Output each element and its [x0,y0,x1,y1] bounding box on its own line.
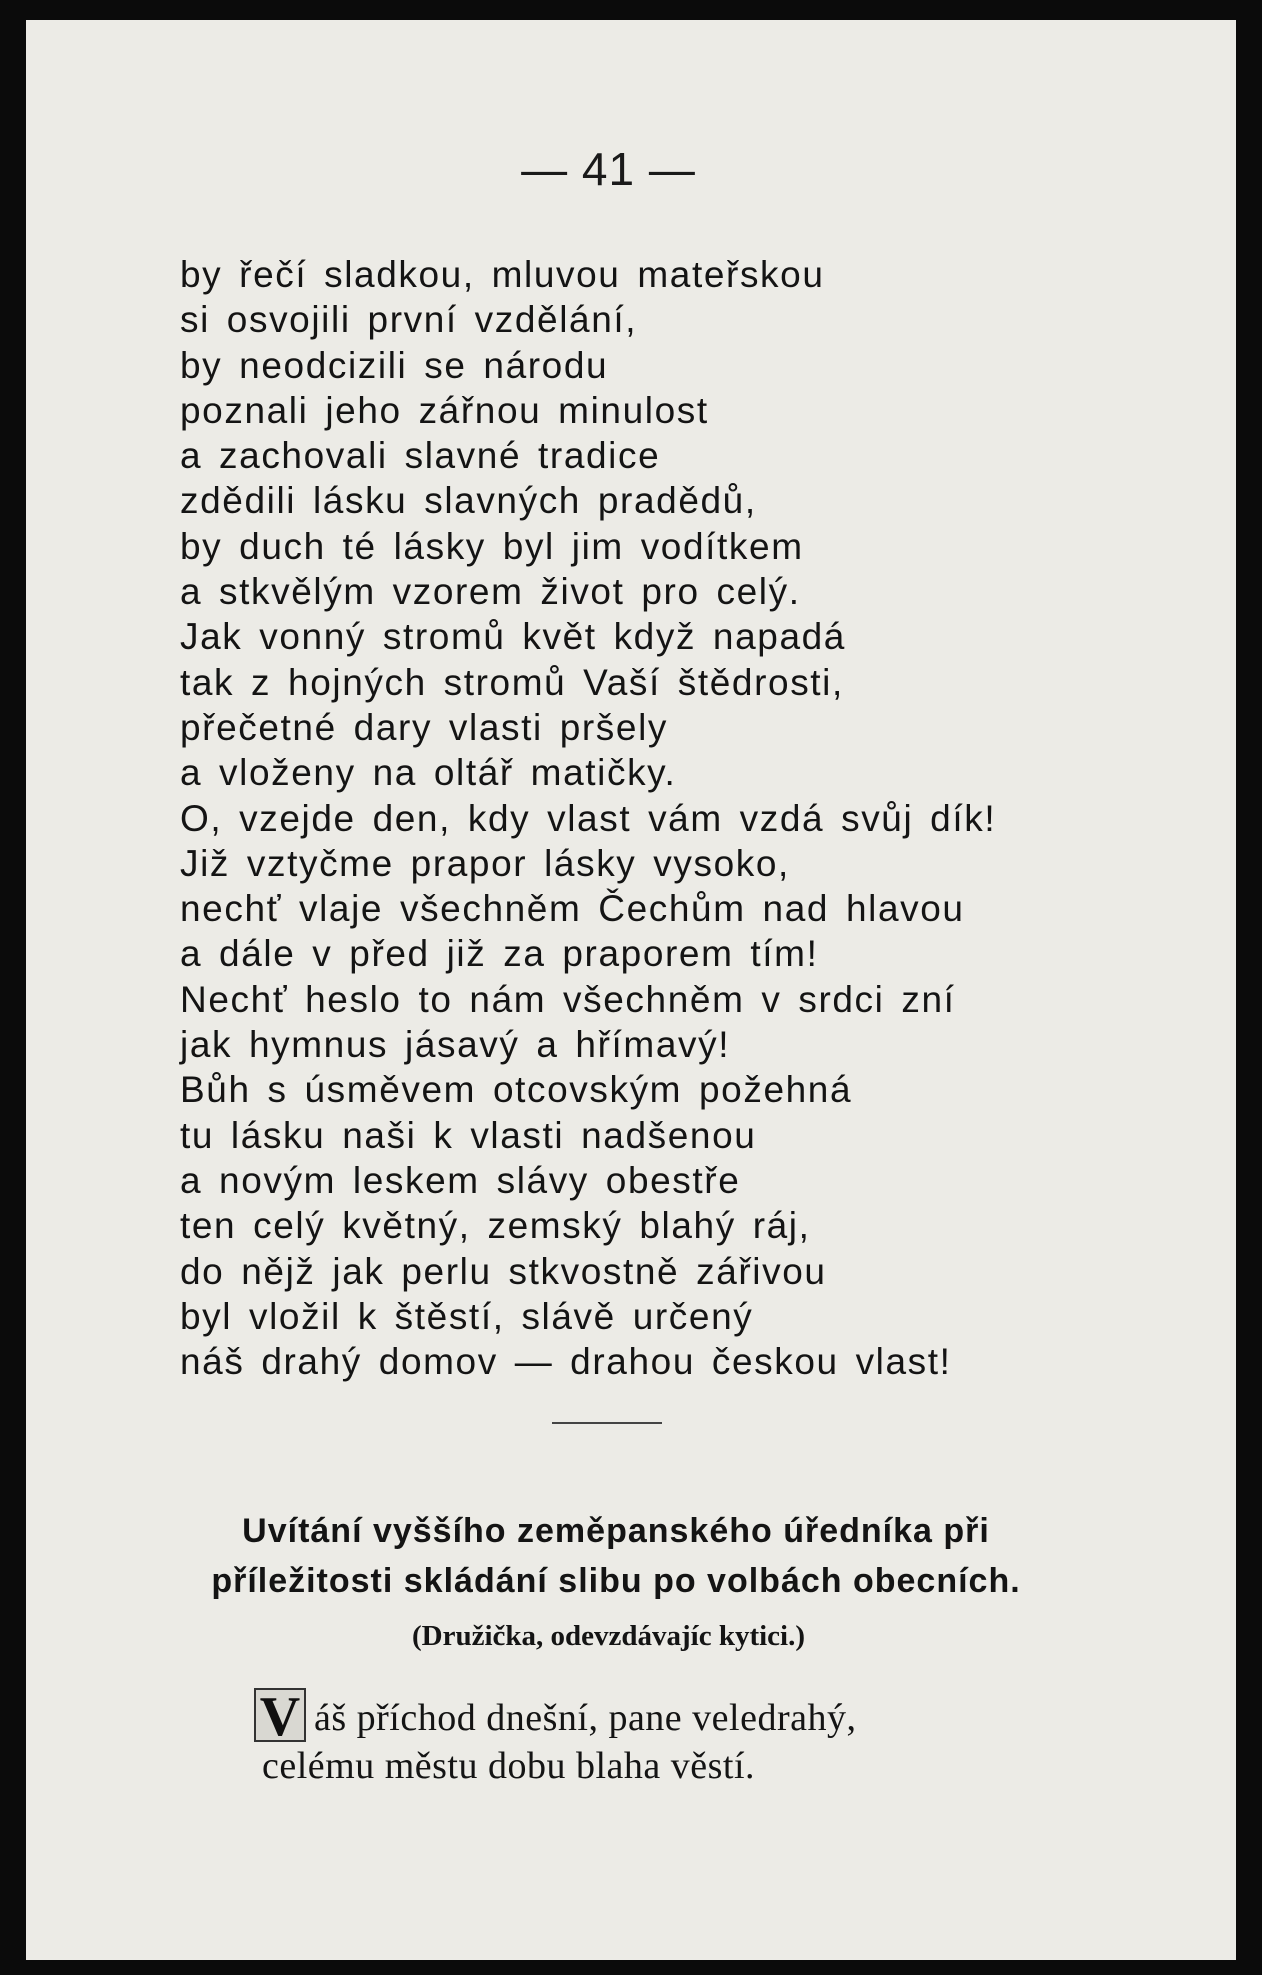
poem-line: si osvojili první vzdělání, [180,299,638,341]
poem-line: náš drahý domov — drahou českou vlast! [180,1341,952,1383]
poem-line: přečetné dary vlasti pršely [180,706,668,748]
poem-line: Jak vonný stromů květ když napadá [180,616,846,658]
poem-line: a dále v před již za praporem tím! [180,933,819,975]
decorative-initial: V [254,1688,306,1742]
poem-line: nechť vlaje všechněm Čechům nad hlavou [180,888,965,930]
section-divider [552,1422,662,1424]
section-heading-line-2: příležitosti skládání slibu po volbách obecních. [211,1562,1021,1600]
verse-line: áš příchod dnešní, pane veledrahý, [314,1697,857,1739]
poem-line: zdědili lásku slavných pradědů, [180,480,757,522]
stage-direction: (Družička, odevzdávajíc kytici.) [411,1620,806,1652]
page-number: — 41 — [521,143,696,195]
poem-line: a zachovali slavné tradice [180,435,661,477]
poem-line: tak z hojných stromů Vaší štědrosti, [180,661,844,703]
poem-line: O, vzejde den, kdy vlast vám vzdá svůj dík! [180,797,997,839]
poem-line: by neodcizili se národu [180,344,609,386]
poem-line: Bůh s úsměvem otcovským požehná [180,1069,853,1111]
poem-line: a vloženy na oltář matičky. [180,752,677,794]
poem-line: a stkvělým vzorem život pro celý. [180,571,801,613]
poem-line: by řečí sladkou, mluvou mateřskou [180,254,825,295]
poem-line: jak hymnus jásavý a hřímavý! [180,1024,731,1066]
poem-line: ten celý květný, zemský blahý ráj, [180,1205,811,1247]
poem [180,252,996,1384]
poem-line: Nechť heslo to nám všechněm v srdci zní [180,978,956,1020]
poem-line: do nějž jak perlu stkvostně zářivou [180,1250,827,1292]
poem-line: a novým leskem slávy obestře [180,1159,741,1201]
poem-line: byl vložil k štěstí, slávě určený [180,1295,754,1337]
verse [262,1694,857,1790]
poem-line: by duch té lásky byl jim vodítkem [180,525,804,567]
verse-line: celému městu dobu blaha věstí. [262,1745,756,1787]
poem-line: poznali jeho zářnou minulost [180,389,709,431]
poem-line: Již vztyčme prapor lásky vysoko, [180,842,790,884]
book-page [26,20,1236,1960]
section-heading-line-1: Uvítání vyššího zeměpanského úředníka při [242,1512,990,1550]
poem-line: tu lásku naši k vlasti nadšenou [180,1114,757,1156]
